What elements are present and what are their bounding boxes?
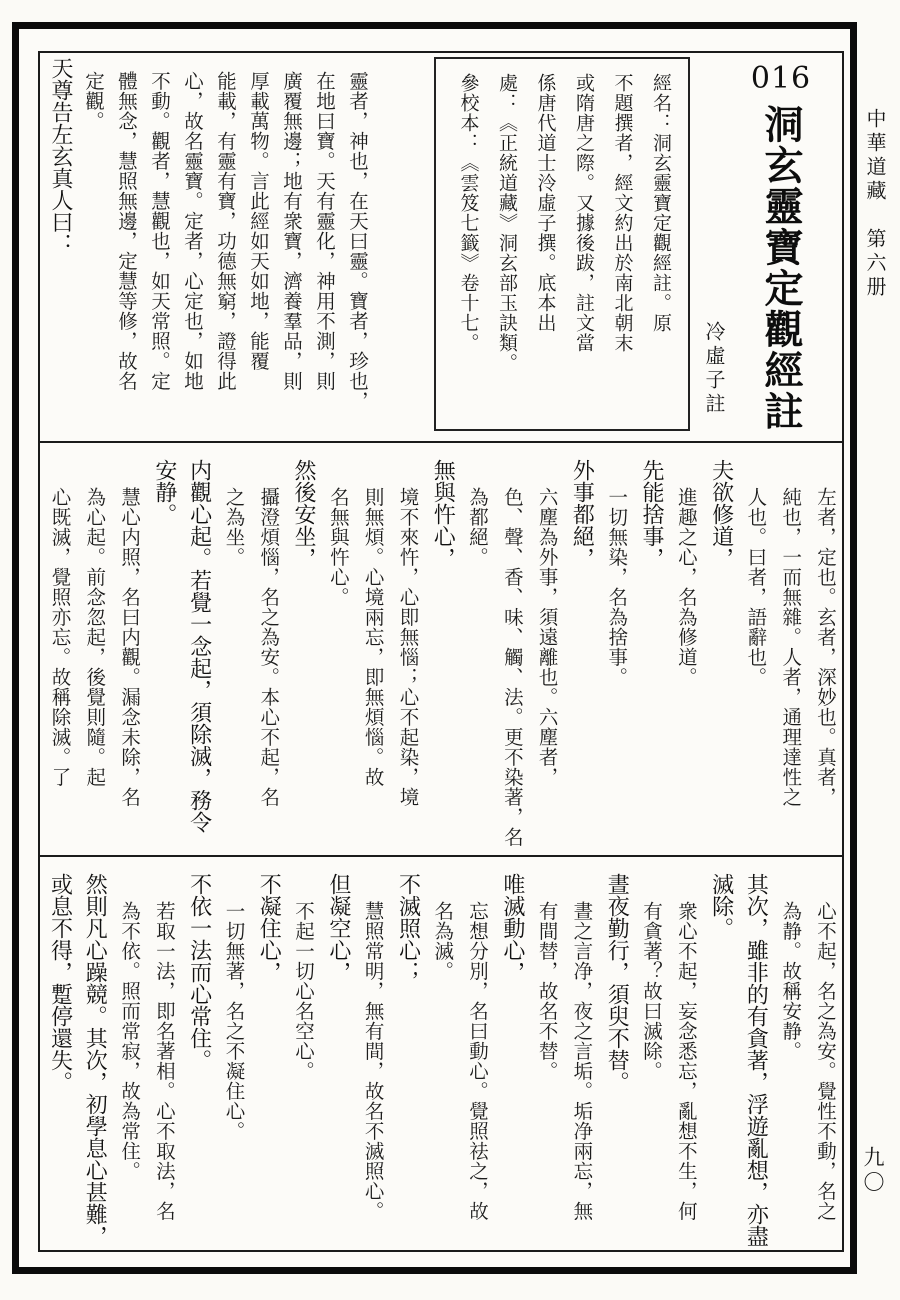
commentary-column: 一切無染，名為捨事。 <box>605 487 629 687</box>
scripture-column: 内觀心起。若覺一念起，須除滅，務令 <box>186 459 212 833</box>
commentary-column: 為不依。照而常寂，故為常住。 <box>118 901 142 1181</box>
commentary-column: 在地曰寶。天有靈化，神用不測，則 <box>313 71 336 391</box>
box-column: 係唐代道士泠虛子撰。底本出 <box>534 73 557 333</box>
title-block <box>748 59 814 437</box>
commentary-column: 左者，定也。玄者，深妙也。真者， <box>814 487 837 807</box>
commentary-column: 一切無著，名之不凝住心。 <box>222 901 246 1141</box>
commentary-column: 不起一切心名空心。 <box>292 901 316 1081</box>
commentary-column: 靈者，神也，在天曰靈。寶者，珍也， <box>346 71 369 411</box>
scripture-column: 天尊告左玄真人曰： <box>48 57 73 255</box>
scripture-column: 其次，雖非的有貪著，浮遊亂想，亦盡 <box>743 873 769 1247</box>
scripture-column: 不依一法而心常住。 <box>186 873 212 1071</box>
middle-text-columns <box>40 443 842 855</box>
scripture-column: 或息不得，蹔停還失。 <box>47 873 73 1093</box>
commentary-column: 之為坐。 <box>222 487 246 567</box>
commentary-column: 不動。觀者，慧觀也，如天常照。定 <box>148 71 171 391</box>
commentary-column: 色、聲、香、味、觸、法。更不染著，名 <box>500 487 524 847</box>
commentary-column: 心，故名靈寶。定者，心定也，如地 <box>181 71 204 391</box>
commentary-column: 定觀。 <box>82 71 105 131</box>
section-middle <box>40 443 842 855</box>
scripture-column: 晝夜勤行，須臾不替。 <box>604 873 630 1093</box>
inner-frame <box>38 51 844 1252</box>
scripture-column: 安静。 <box>151 459 177 525</box>
commentary-column: 心不起，名之為安。覺性不動，名之 <box>814 901 837 1221</box>
scripture-column: 然後安坐， <box>291 459 317 569</box>
section-bottom <box>40 857 842 1251</box>
bottom-text-columns <box>40 857 842 1251</box>
author: 冷虛子註 <box>702 321 726 417</box>
commentary-column: 名無與忤心。 <box>326 487 350 607</box>
scripture-column: 滅除。 <box>708 873 734 939</box>
commentary-column: 進趣之心，名為修道。 <box>674 487 698 687</box>
scripture-column: 但凝空心， <box>325 873 351 983</box>
scripture-column: 夫欲修道， <box>708 459 734 569</box>
commentary-column: 心既滅，覺照亦忘。故稱除滅。了 <box>48 487 72 787</box>
box-column: 參校本：《雲笈七籤》卷十七。 <box>457 73 480 353</box>
box-column: 經名：洞玄靈寶定觀經註。原 <box>650 73 672 333</box>
commentary-column: 晝之言净，夜之言垢。垢净兩忘，無 <box>570 901 594 1221</box>
scripture-column: 外事都絕， <box>569 459 595 569</box>
page-number: 九〇 <box>861 1146 885 1196</box>
commentary-column: 為都絕。 <box>466 487 490 567</box>
section-header <box>40 53 842 441</box>
commentary-column: 有間替，故名不替。 <box>535 901 559 1081</box>
commentary-column: 名為滅。 <box>431 901 455 981</box>
book-title: 洞玄靈寶定觀經註 <box>758 104 804 432</box>
colophon-box <box>434 57 690 431</box>
commentary-column: 有貪著？故曰滅除。 <box>640 901 664 1081</box>
doc-number: 016 <box>750 61 812 96</box>
scripture-column: 無與忤心， <box>430 459 456 569</box>
commentary-column: 為心起。前念忽起，後覺則隨。起 <box>83 487 107 787</box>
scripture-column: 不凝住心， <box>256 873 282 983</box>
commentary-column: 六塵為外事，須遠離也。六塵者， <box>535 487 559 787</box>
commentary-column: 慧照常明，無有間，故名不滅照心。 <box>361 901 385 1221</box>
top-text-columns <box>42 53 374 441</box>
commentary-column: 忘想分別，名曰動心。覺照祛之，故 <box>466 901 490 1221</box>
box-column: 處：《正統道藏》洞玄部玉訣類。 <box>496 73 518 373</box>
box-column: 不題撰者，經文約出於南北朝末 <box>611 73 634 353</box>
commentary-column: 攝澄煩惱，名之為安。本心不起，名 <box>257 487 281 807</box>
box-column: 或隋唐之際。又據後跋，註文當 <box>573 73 595 353</box>
commentary-column: 廣覆無邊；地有衆寶，濟養羣品，則 <box>280 71 303 391</box>
colophon-columns <box>444 73 680 415</box>
scripture-column: 不滅照心； <box>395 873 421 983</box>
commentary-column: 人也。曰者，語辭也。 <box>744 487 768 687</box>
commentary-column: 境不來忤，心即無惱；心不起染，境 <box>396 487 420 807</box>
commentary-column: 能載，有靈有寶，功德無窮，證得此 <box>214 71 237 391</box>
commentary-column: 則無煩。心境兩忘，即無煩惱。故 <box>361 487 385 787</box>
commentary-column: 為静。故稱安静。 <box>779 901 803 1061</box>
commentary-column: 厚載萬物。言此經如天如地，能覆 <box>247 71 270 371</box>
scripture-column: 唯滅動心， <box>499 873 525 983</box>
commentary-column: 慧心内照，名曰内觀。漏念未除，名 <box>118 487 142 807</box>
commentary-column: 純也，一而無雜。人者，通理達性之 <box>779 487 803 807</box>
scripture-column: 先能捨事， <box>639 459 665 569</box>
volume-label: 中華道藏 第六册 <box>863 108 887 300</box>
scripture-column: 然則凡心躁競。其次，初學息心甚難， <box>82 873 108 1247</box>
commentary-column: 若取一法，即名著相。心不取法，名 <box>152 901 176 1221</box>
commentary-column: 衆心不起，妄念悉忘，亂想不生，何 <box>674 901 698 1221</box>
commentary-column: 體無念，慧照無邊，定慧等修，故名 <box>115 71 138 391</box>
